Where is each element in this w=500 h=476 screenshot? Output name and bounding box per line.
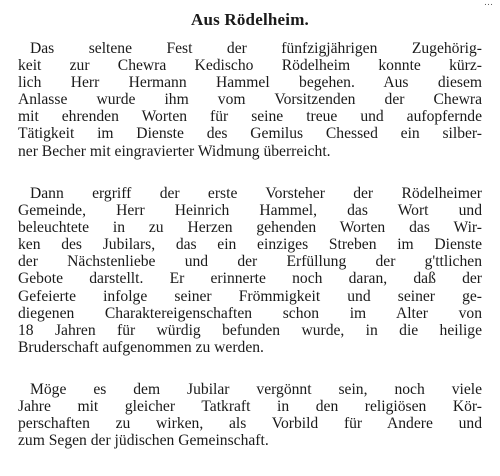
paragraph-line: Dann ergriff der erste Vorsteher der Rödelheimer [30,185,482,202]
paragraph-line: Gefeierte infolge seiner Frömmigkeit und seiner ge- [18,287,482,305]
paragraph-line: Bruderschaft aufgenommen zu werden. [18,338,264,356]
paragraph-line: ken des Jubilars, das ein einziges Streben im Dienste [18,236,482,254]
paragraph-line: Anlasse wurde ihm vom Vorsitzenden der Chewra [18,91,482,109]
paragraph-line: keit zur Chewra Kedischo Rödelheim konnte kürz- [18,57,482,75]
paragraph-line: perschaften zu wirken, als Vorbild für Andere und [18,415,482,433]
corner-mark: … [484,0,494,7]
paragraph-line: Gemeinde, Herr Heinrich Hammel, das Wort und [18,202,482,220]
paragraph-line: diegenen Charaktereigenschaften schon im Alter von [18,304,482,322]
paragraph-line: 18 Jahren für würdig befunden wurde, in die heilige [18,321,482,339]
paragraph-line: beleuchtete in zu Herzen gehenden Worten das Wir- [18,219,482,237]
paragraph-line: Möge es dem Jubilar vergönnt sein, noch viele [30,381,482,398]
paragraph-line: zum Segen der jüdischen Gemeinschaft. [18,432,269,450]
paragraph-line: der Nächstenliebe und der Erfüllung der g'ttlichen [18,253,482,271]
paragraph-line: lich Herr Hermann Hammel begehen. Aus diesem [18,74,482,92]
article-title: Aus Rödelheim. [190,10,310,29]
paragraph-1 [18,40,482,160]
paragraph-line: mit ehrenden Worten für seine treue und aufopfernde [18,108,482,126]
paragraph-line: Jahre mit gleicher Tatkraft in den religiösen Kör- [18,398,482,416]
paragraph-line: Das seltene Fest der fünfzigjährigen Zugehörig- [30,40,482,57]
paragraph-2 [18,185,482,356]
paragraph-line: ner Becher mit eingravierter Widmung überreicht. [18,142,331,160]
paragraph-3 [18,381,482,449]
paragraph-line: Gebote darstellt. Er erinnerte noch daran, daß der [18,270,482,288]
paragraph-line: Tätigkeit im Dienste des Gemilus Chessed ein silber- [18,125,482,143]
